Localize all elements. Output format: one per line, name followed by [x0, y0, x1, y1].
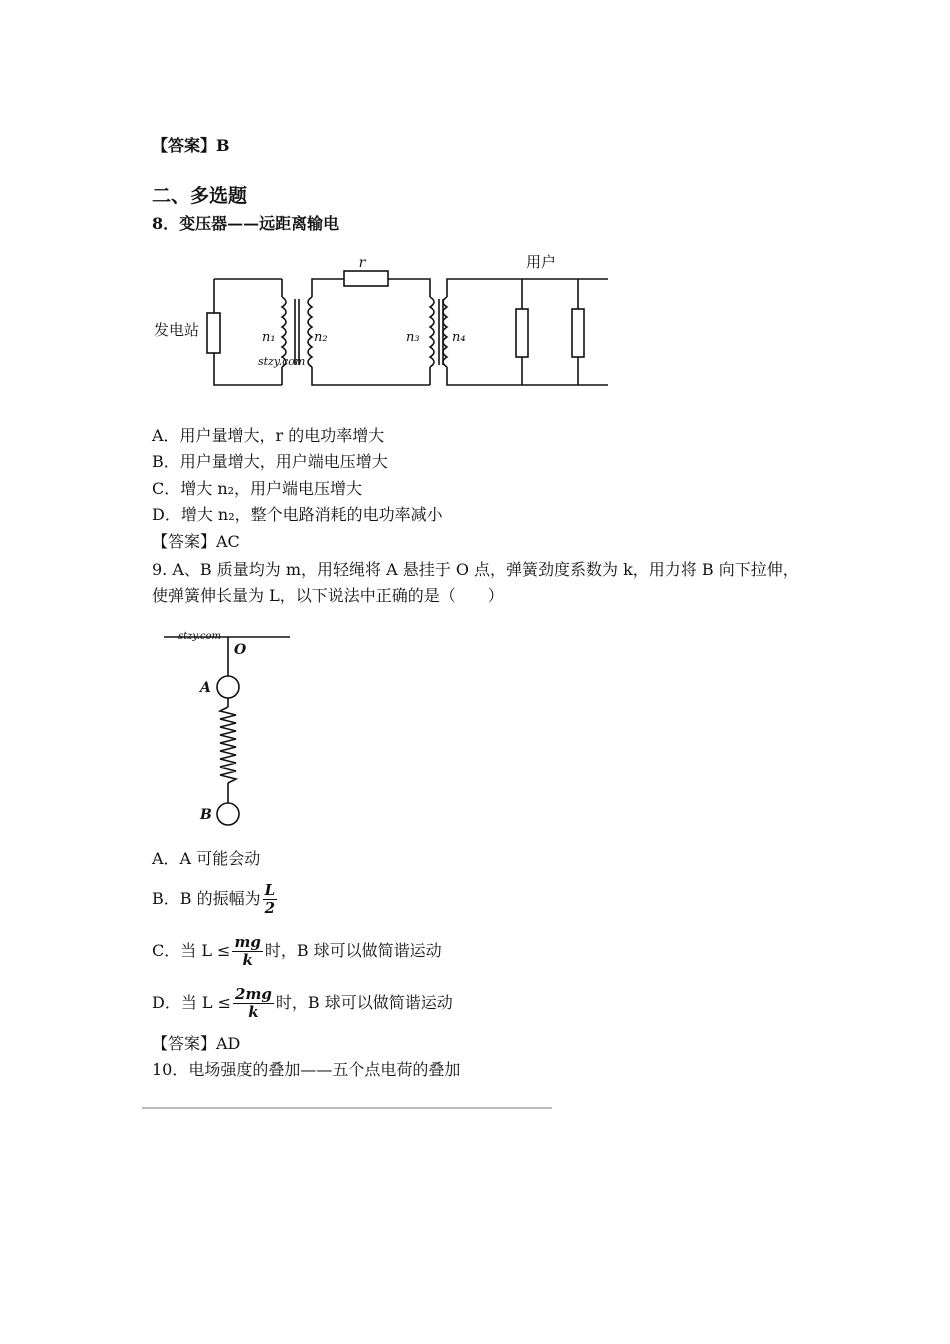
label-b: B: [200, 807, 212, 823]
ball-a: [217, 676, 239, 698]
q9-option-b: [152, 880, 279, 918]
label-n3: n₃: [406, 330, 420, 345]
label-station: 发电站: [154, 321, 200, 339]
user-load-2: [572, 309, 584, 357]
watermark: stzy.com: [258, 355, 306, 368]
fraction-l-over-2: [263, 882, 278, 917]
fraction-mg-over-k: [232, 934, 262, 969]
q9-option-c: [152, 932, 442, 970]
previous-answer: 【答案】B: [152, 136, 230, 155]
q9-option-d: [152, 984, 453, 1022]
q9-option-a: A．A 可能会动: [152, 849, 261, 868]
section-title: 二、多选题: [152, 185, 248, 207]
fraction-denominator: k: [242, 951, 253, 969]
q8-option-c: C．增大 n₂，用户端电压增大: [152, 479, 363, 498]
fraction-denominator: 2: [264, 899, 276, 917]
generator-resistor: [207, 313, 220, 353]
fraction-denominator: k: [248, 1003, 259, 1021]
q8-option-a: A．用户量增大，r 的电功率增大: [152, 426, 385, 445]
q9-stem-line2: 使弹簧伸长量为 L，以下说法中正确的是（ ）: [152, 586, 504, 605]
label-n2: n₂: [314, 330, 328, 345]
q9-option-c-suffix: 时，B 球可以做简谐运动: [264, 941, 442, 960]
coil-n3: [430, 297, 434, 367]
label-a: A: [200, 680, 211, 696]
label-o: O: [234, 642, 247, 658]
user-load-1: [516, 309, 528, 357]
fraction-numerator: L: [264, 881, 276, 899]
q9-option-b-text: B．B 的振幅为: [152, 889, 261, 908]
page-bottom-rule: [142, 1107, 552, 1109]
q9-option-c-prefix: C．当 L ≤: [152, 941, 231, 960]
q9-answer: 【答案】AD: [152, 1034, 241, 1053]
coil-n2: [308, 297, 312, 367]
q9-option-d-prefix: D．当 L ≤: [152, 993, 232, 1012]
q8-option-b: B．用户量增大，用户端电压增大: [152, 452, 388, 471]
label-r: r: [358, 255, 366, 271]
fraction-numerator: 2mg: [235, 985, 272, 1003]
label-users: 用户: [526, 253, 557, 271]
line-resistor-r: [344, 271, 388, 286]
spring: [220, 707, 236, 783]
label-n1: n₁: [262, 330, 276, 345]
q8-title: 8．变压器——远距离输电: [152, 214, 340, 233]
fraction-numerator: mg: [234, 933, 261, 951]
label-n4: n₄: [452, 330, 466, 345]
q9-stem-line1: 9. A、B 质量均为 m，用轻绳将 A 悬挂于 O 点，弹簧劲度系数为 k，用力将 B 向下拉伸，: [152, 560, 799, 579]
q9-option-d-suffix: 时，B 球可以做简谐运动: [275, 993, 453, 1012]
watermark: stzy.com: [178, 631, 222, 642]
ball-b: [217, 803, 239, 825]
transformer-circuit-diagram: [150, 245, 620, 395]
fraction-2mg-over-k: [233, 986, 274, 1021]
q8-answer: 【答案】AC: [152, 532, 240, 551]
spring-mass-diagram: [150, 625, 310, 835]
q8-option-d: D．增大 n₂，整个电路消耗的电功率减小: [152, 505, 443, 524]
q10-title: 10．电场强度的叠加——五个点电荷的叠加: [152, 1060, 461, 1079]
